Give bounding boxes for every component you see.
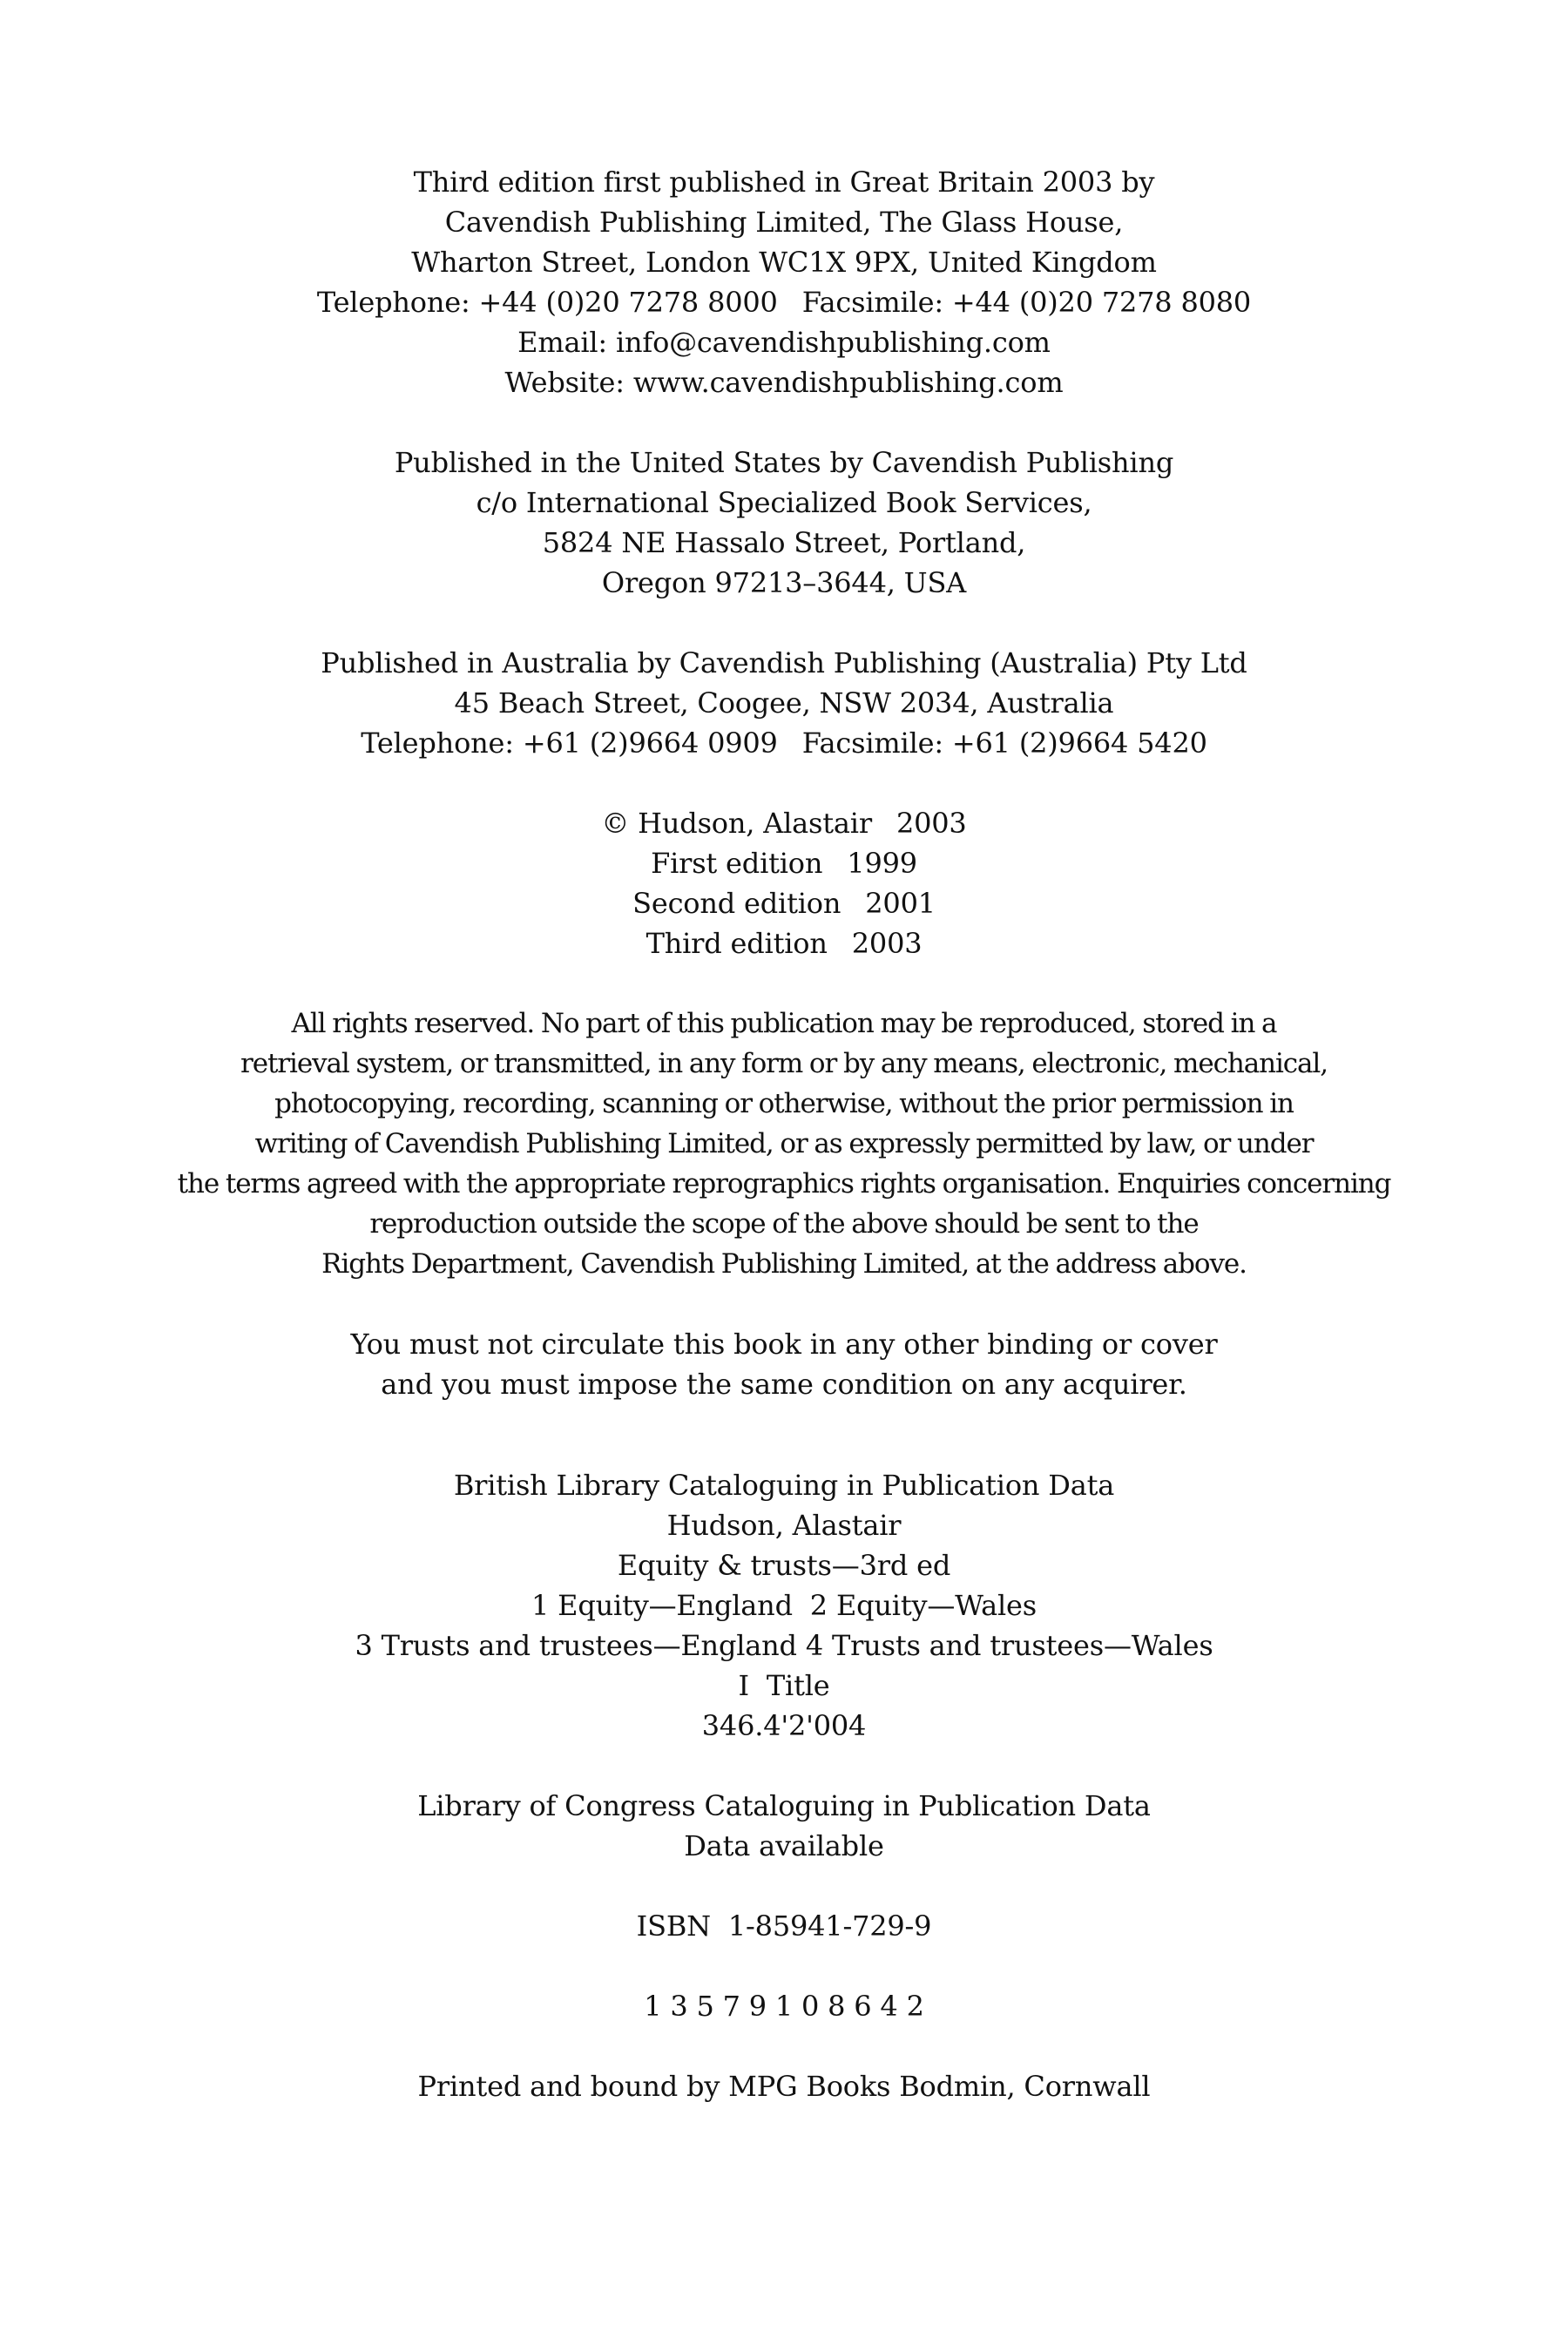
uk-email: Email: info@cavendishpublishing.com xyxy=(517,326,1051,359)
cip-line: Equity & trusts—3rd ed xyxy=(617,1549,951,1582)
isbn: ISBN 1-85941-729-9 xyxy=(636,1909,932,1943)
printer-block xyxy=(0,2066,1568,2106)
au-contact-numbers xyxy=(0,723,1568,763)
edition-year: 2003 xyxy=(851,927,923,960)
au-publisher-line: 45 Beach Street, Coogee, NSW 2034, Australia xyxy=(454,686,1114,720)
us-publisher-line: 5824 NE Hassalo Street, Portland, xyxy=(542,526,1026,559)
rights-line: the terms agreed with the appropriate reprographics rights organisation. Enquiries concerning xyxy=(177,1168,1391,1200)
uk-publisher-block xyxy=(0,162,1568,402)
copyright-block xyxy=(0,803,1568,963)
rights-line: writing of Cavendish Publishing Limited, or as expressly permitted by law, or under xyxy=(254,1128,1314,1159)
circulation-line: You must not circulate this book in any other binding or cover xyxy=(350,1328,1218,1361)
isbn-block xyxy=(0,1906,1568,1946)
circulation-line: and you must impose the same condition on any acquirer. xyxy=(381,1368,1187,1401)
us-publisher-block xyxy=(0,443,1568,603)
cip-line: 1 Equity—England 2 Equity—Wales xyxy=(531,1589,1037,1622)
cip-line: Hudson, Alastair xyxy=(666,1509,902,1542)
edition-entry xyxy=(0,843,1568,883)
uk-publisher-line: Wharton Street, London WC1X 9PX, United Kingdom xyxy=(411,246,1157,279)
edition-label: First edition xyxy=(651,847,823,880)
au-publisher-line: Published in Australia by Cavendish Publishing (Australia) Pty Ltd xyxy=(321,646,1247,679)
cip-line: British Library Cataloguing in Publication Data xyxy=(453,1469,1115,1502)
au-facsimile: Facsimile: +61 (2)9664 5420 xyxy=(801,727,1207,760)
us-publisher-line: c/o International Specialized Book Services, xyxy=(476,486,1092,519)
edition-label: Second edition xyxy=(632,887,841,920)
rights-line: Rights Department, Cavendish Publishing Limited, at the address above. xyxy=(321,1248,1247,1280)
circulation-notice xyxy=(0,1324,1568,1404)
printing-sequence-block xyxy=(0,1986,1568,2026)
au-telephone: Telephone: +61 (2)9664 0909 xyxy=(361,727,778,760)
edition-year: 2001 xyxy=(865,887,936,920)
cip-line: 3 Trusts and trustees—England 4 Trusts and trustees—Wales xyxy=(355,1629,1213,1662)
printing-sequence: 1 3 5 7 9 1 0 8 6 4 2 xyxy=(644,1990,924,2023)
rights-line: retrieval system, or transmitted, in any form or by any means, electronic, mechanical, xyxy=(240,1048,1328,1079)
rights-line: reproduction outside the scope of the above should be sent to the xyxy=(369,1208,1199,1240)
uk-contact-numbers xyxy=(0,282,1568,322)
edition-entry xyxy=(0,923,1568,963)
rights-line: photocopying, recording, scanning or otherwise, without the prior permission in xyxy=(274,1088,1294,1119)
cip-line: I Title xyxy=(738,1669,830,1702)
loc-line: Library of Congress Cataloguing in Publication Data xyxy=(417,1789,1151,1822)
uk-publisher-line: Third edition first published in Great Britain 2003 by xyxy=(413,166,1155,199)
au-publisher-block xyxy=(0,643,1568,763)
rights-line: All rights reserved. No part of this publication may be reproduced, stored in a xyxy=(291,1008,1277,1039)
loc-line: Data available xyxy=(684,1829,884,1862)
copyright-holder-year: 2003 xyxy=(896,807,967,840)
copyright-holder-name: © Hudson, Alastair xyxy=(601,807,872,840)
uk-publisher-line: Cavendish Publishing Limited, The Glass House, xyxy=(444,206,1124,239)
printer-credit: Printed and bound by MPG Books Bodmin, Cornwall xyxy=(417,2070,1151,2103)
us-publisher-line: Published in the United States by Cavendish Publishing xyxy=(394,446,1174,479)
uk-website: Website: www.cavendishpublishing.com xyxy=(504,366,1064,399)
uk-telephone: Telephone: +44 (0)20 7278 8000 xyxy=(316,286,778,319)
uk-facsimile: Facsimile: +44 (0)20 7278 8080 xyxy=(801,286,1252,319)
edition-year: 1999 xyxy=(847,847,917,880)
edition-entry xyxy=(0,883,1568,923)
library-of-congress-cip xyxy=(0,1786,1568,1866)
cip-line: 346.4'2'004 xyxy=(701,1709,867,1742)
copyright-holder xyxy=(0,803,1568,843)
british-library-cip xyxy=(0,1465,1568,1746)
us-publisher-line: Oregon 97213–3644, USA xyxy=(601,566,967,599)
rights-reserved-block xyxy=(0,1004,1568,1284)
edition-label: Third edition xyxy=(645,927,828,960)
